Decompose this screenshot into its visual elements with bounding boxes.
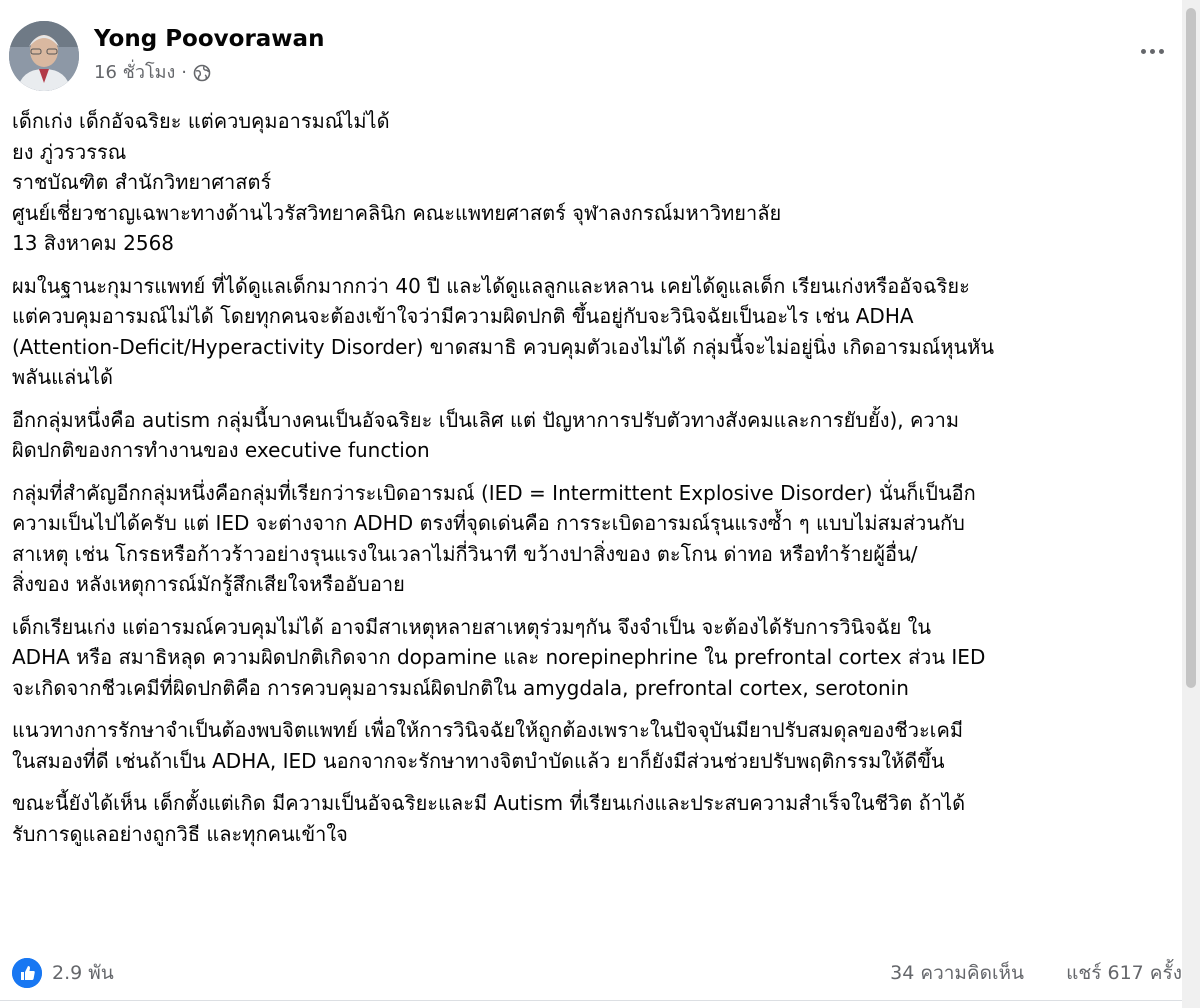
text-line: สาเหตุ เช่น โกรธหรือก้าวร้าวอย่างรุนแรงในเวลาไม่กี่วินาที ขว้างปาสิ่งของ ตะโกน ด่าทอ หรือทำร้ายผู้อื่น/ bbox=[12, 541, 918, 566]
divider bbox=[0, 1000, 1182, 1001]
paragraph bbox=[12, 612, 1180, 704]
text-line: (Attention-Deficit/Hyperactivity Disorder) ขาดสมาธิ ควบคุมตัวเองไม่ได้ กลุ่มนี้จะไม่อยู่นิ่ง เกิดอารมณ์หุนหัน bbox=[12, 334, 995, 359]
text-line: อีกกลุ่มหนึ่งคือ autism กลุ่มนี้บางคนเป็นอัจฉริยะ เป็นเลิศ แต่ ปัญหาการปรับตัวทางสังคมและการยับยั้ง), ความ bbox=[12, 407, 960, 432]
text-line: ความเป็นไปได้ครับ แต่ IED จะต่างจาก ADHD ตรงที่จุดเด่นคือ การระเบิดอารมณ์รุนแรงซ้ำ ๆ แบบไม่สมส่วนกับ bbox=[12, 511, 965, 535]
more-options-icon[interactable] bbox=[1132, 36, 1172, 66]
text-line: 13 สิงหาคม 2568 bbox=[12, 231, 175, 255]
comment-count[interactable]: 34 ความคิดเห็น bbox=[890, 962, 1024, 984]
text-line: ขณะนี้ยังได้เห็น เด็กตั้งแต่เกิด มีความเป็นอัจฉริยะและมี Autism ที่เรียนเก่งและประสบความสำเร็จในชีวิต ถ้าได้ bbox=[12, 791, 966, 815]
post-meta bbox=[94, 60, 211, 86]
paragraph bbox=[12, 478, 1180, 600]
scrollbar-thumb[interactable] bbox=[1186, 8, 1196, 688]
scrollbar[interactable] bbox=[1182, 0, 1200, 1008]
text-line: จะเกิดจากชีวเคมีที่ผิดปกติคือ การควบคุมอารมณ์ผิดปกติใน amygdala, prefrontal cortex, serotonin bbox=[12, 675, 909, 700]
reaction-count[interactable]: 2.9 พัน bbox=[52, 962, 114, 984]
share-count[interactable]: แชร์ 617 ครั้ง bbox=[1066, 962, 1182, 984]
avatar-image bbox=[9, 21, 79, 91]
text-line: เด็กเรียนเก่ง แต่อารมณ์ควบคุมไม่ได้ อาจมีสาเหตุหลายสาเหตุร่วมๆกัน จึงจำเป็น จะต้องได้รับการวินิจฉัย ใน bbox=[12, 614, 932, 639]
post-body bbox=[12, 106, 1180, 849]
text-line: แนวทางการรักษาจำเป็นต้องพบจิตแพทย์ เพื่อให้การวินิจฉัยให้ถูกต้องเพราะในปัจจุบันมียาปรับสมดุลของชีวะเคมี bbox=[12, 718, 964, 742]
text-line: ศูนย์เชี่ยวชาญเฉพาะทางด้านไวรัสวิทยาคลินิก คณะแพทยศาสตร์ จุฬาลงกรณ์มหาวิทยาลัย bbox=[12, 200, 782, 225]
text-line: รับการดูแลอย่างถูกวิธี และทุกคนเข้าใจ bbox=[12, 821, 348, 846]
meta-separator: · bbox=[181, 62, 188, 83]
paragraph bbox=[12, 405, 1180, 466]
text-line: กลุ่มที่สำคัญอีกกลุ่มหนึ่งคือกลุ่มที่เรียกว่าระเบิดอารมณ์ (IED = Intermittent Explosive Disorder) นั่นก็เป็นอีก bbox=[12, 480, 976, 505]
post-footer bbox=[12, 955, 1182, 991]
text-line: ราชบัณฑิต สำนักวิทยาศาสตร์ bbox=[12, 170, 272, 194]
text-line: ผมในฐานะกุมารแพทย์ ที่ได้ดูแลเด็กมากกว่า 40 ปี และได้ดูแลลูกและหลาน เคยได้ดูแลเด็ก เรียนเก่งหรืออัจฉริยะ bbox=[12, 273, 970, 298]
post-time[interactable]: 16 ชั่วโมง bbox=[94, 62, 176, 83]
author-avatar[interactable] bbox=[9, 21, 79, 91]
text-line: พลันแล่นได้ bbox=[12, 365, 113, 389]
paragraph bbox=[12, 788, 1180, 849]
text-line: ยง ภู่วรวรรณ bbox=[12, 139, 127, 164]
text-line: ในสมองที่ดี เช่นถ้าเป็น ADHA, IED นอกจากจะรักษาทางจิตบำบัดแล้ว ยาก็ยังมีส่วนช่วยปรับพฤติกรรมให้ดีขึ้น bbox=[12, 748, 945, 773]
paragraph bbox=[12, 715, 1180, 776]
text-line: สิ่งของ หลังเหตุการณ์มักรู้สึกเสียใจหรืออับอาย bbox=[12, 572, 405, 596]
globe-icon[interactable] bbox=[193, 64, 211, 82]
text-line: แต่ควบคุมอารมณ์ไม่ได้ โดยทุกคนจะต้องเข้าใจว่ามีความผิดปกติ ขึ้นอยู่กับจะวินิจฉัยเป็นอะไร เช่น ADHA bbox=[12, 304, 914, 328]
text-line: เด็กเก่ง เด็กอัจฉริยะ แต่ควบคุมอารมณ์ไม่ได้ bbox=[12, 109, 390, 133]
like-reaction-icon[interactable] bbox=[12, 958, 42, 988]
paragraph bbox=[12, 271, 1180, 393]
text-line: ADHA หรือ สมาธิหลุด ความผิดปกติเกิดจาก dopamine และ norepinephrine ใน prefrontal cortex ส่วน IED bbox=[12, 645, 986, 669]
post-heading-block bbox=[12, 106, 1180, 259]
text-line: ผิดปกติของการทำงานของ executive function bbox=[12, 438, 430, 462]
author-name[interactable]: Yong Poovorawan bbox=[94, 26, 325, 52]
